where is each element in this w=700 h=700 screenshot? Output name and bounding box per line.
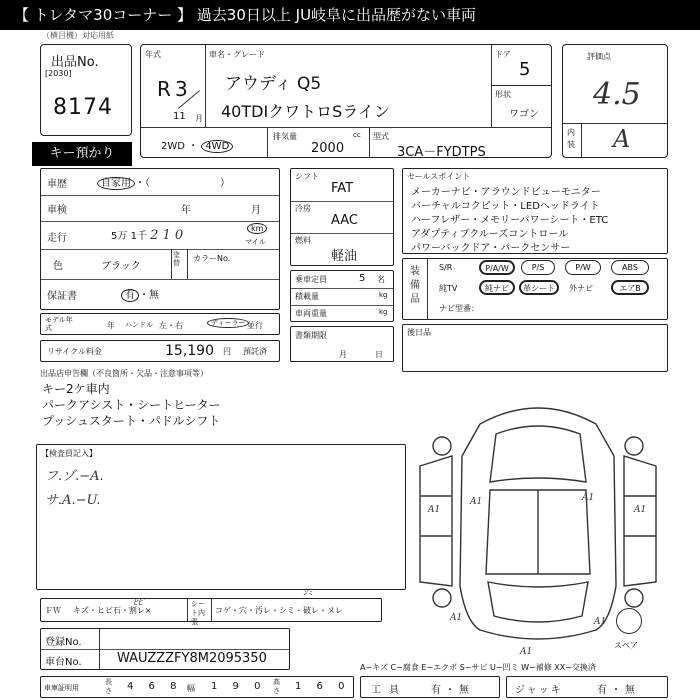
fuel-value: 軽油 [331, 249, 358, 264]
capacity-box [290, 270, 394, 322]
spare-tire-icon [616, 608, 642, 634]
drive-options: 2WD ・ 4WD [161, 137, 233, 152]
rear-right-wheel [625, 589, 643, 607]
recycle-row [40, 340, 280, 362]
history-label: 車歴 [47, 179, 67, 190]
drive-2wd: 2WD [161, 141, 185, 152]
seat-label: シート内張 [191, 600, 205, 626]
mileage-label: 走行 [47, 233, 67, 244]
equip-navi: 純ナビ [479, 280, 515, 295]
handle-label: ハンドル [125, 321, 153, 329]
chassis-value: WAUZZZFY8M2095350 [117, 651, 267, 666]
rear-left-wheel [433, 589, 451, 607]
vehicle-info-box [140, 44, 552, 158]
jack-label: ジャッキ [515, 685, 563, 696]
inspector-hand-1: フ.ゾ.−A. [45, 469, 104, 484]
warranty-yes: 有 [121, 289, 139, 302]
year-label: 年式 [145, 50, 161, 59]
jack-box [506, 676, 668, 698]
color-label: 色 [53, 261, 63, 272]
inspector-label: 【検査員記入】 [41, 449, 97, 458]
doc-deadline-box [290, 326, 394, 362]
tools-label: 工具 [371, 685, 407, 696]
model-year-label: モデル年式 [45, 316, 73, 332]
equip-paw: P/A/W [479, 260, 515, 275]
equipment-label: 装備品 [410, 266, 420, 305]
name-line1: アウディ Q5 [225, 74, 322, 94]
inspection-label: 車検 [47, 205, 67, 216]
weight-label: 車両重量 [295, 309, 327, 318]
doors-label: ドア [495, 50, 511, 59]
weight-unit: kg [379, 308, 388, 316]
import: 並行 [247, 321, 263, 330]
history-private: 自家用 [97, 177, 135, 190]
sales-point-1: メーカーナビ・アラウンドビューモニター [411, 187, 601, 198]
dims-label: 車庫証明用 [44, 684, 79, 692]
lot-number: 8174 [53, 95, 113, 120]
name-label: 車名・グレード [209, 50, 265, 59]
lot-box [40, 44, 132, 136]
load-unit: kg [379, 291, 388, 299]
mileage-mile: マイル [245, 238, 266, 246]
score-label: 評価点 [587, 52, 611, 61]
lot-code: [2030] [45, 69, 72, 78]
fw-hand-2: ｼﾐ [303, 588, 313, 598]
fw-hand-1: ﾋﾋﾞ [133, 598, 147, 608]
inspector-hand-2: サ.A.−U. [45, 493, 101, 508]
inspection-year-unit: 年 [181, 205, 191, 216]
dealer-circled: ディーラー [207, 318, 249, 328]
warranty-no: ・無 [139, 290, 159, 301]
front-right-wheel [625, 437, 643, 455]
capacity-label: 乗車定員 [295, 275, 327, 284]
name-line2: 40TDIクワトロSライン [221, 102, 390, 121]
damage-mark: A1 [428, 505, 441, 515]
displacement-unit: cc [353, 131, 361, 139]
equip-abs: ABS [611, 260, 649, 275]
tools-value: 有・無 [431, 685, 473, 696]
color-value: ブラック [101, 261, 141, 272]
dims-h-label: 高さ [273, 678, 280, 695]
car-hood [490, 426, 586, 482]
displacement-value: 2000 [311, 141, 345, 156]
model-year-row [40, 313, 280, 335]
sales-point-2: バーチャルコクピット・LEDヘッドライト [411, 201, 600, 212]
handle-value: 左・右 [159, 321, 183, 330]
sales-points-box [402, 168, 668, 254]
colorno-label: カラーNo. [193, 254, 231, 263]
damage-legend: A−キズ C−腐食 E−エクボ S−サビ U−凹ミ W−補修 XX−交換済 [360, 663, 596, 672]
after-sale-label: 後日品 [407, 328, 431, 337]
fw-row [40, 588, 382, 626]
sales-points-label: セールスポイント [407, 172, 471, 181]
dealer [207, 318, 249, 328]
shape-value: ワゴン [509, 109, 539, 120]
mileage-rest: 2 1 0 [150, 228, 184, 243]
after-sale-box [402, 324, 668, 372]
spec-column [290, 168, 394, 266]
inspection-month-unit: 月 [251, 205, 261, 216]
mileage-value [111, 227, 183, 243]
dimensions-box [40, 676, 354, 698]
damage-mark: A1 [582, 493, 595, 503]
dims-h-value: 1 6 0 [295, 681, 351, 692]
mileage-sen-unit: 千 [136, 231, 147, 242]
history-table [40, 168, 280, 310]
damage-mark: A1 [470, 497, 483, 507]
capacity-value: 5 [359, 273, 366, 284]
mileage-man: 5 [111, 231, 118, 242]
equip-airbag: エアB [611, 280, 649, 295]
equipment-box [402, 258, 668, 320]
paint-label: 塗替 [173, 251, 180, 267]
warranty-value [121, 286, 159, 301]
right-side-panel [624, 456, 656, 586]
spare-label: スペア [614, 641, 638, 650]
capacity-unit: 名 [377, 275, 385, 284]
left-side-panel [420, 456, 452, 586]
seat-text: コゲ・穴・汚レ・シミ・破レ・ヌレ [215, 606, 343, 615]
history-rest: ・（ ） [135, 178, 230, 189]
equip-tv: 純TV [439, 284, 458, 293]
equip-leather: 革シート [519, 280, 559, 295]
notes-line-3: プッシュスタート・パドルシフト [42, 414, 221, 428]
lot-label: 出品No. [51, 55, 99, 70]
reg-no-label: 登録No. [45, 637, 82, 648]
model-code-label: 型式 [373, 132, 389, 141]
load-label: 積載量 [295, 292, 319, 301]
notes-section [40, 366, 400, 438]
sales-point-5: パワーバックドア・パークセンサー [411, 243, 571, 254]
warranty-label: 保証書 [47, 291, 77, 302]
score-box [562, 44, 668, 158]
damage-mark: A1 [520, 647, 533, 657]
dims-l-value: 4 6 8 [127, 681, 183, 692]
shape-label: 形状 [495, 90, 511, 99]
equip-ps: P/S [521, 260, 555, 275]
aircon-value: AAC [331, 213, 358, 228]
doc-deadline-label: 書類期限 [295, 331, 327, 340]
damage-mark: A1 [594, 617, 607, 627]
score-value: 4.5 [593, 77, 641, 112]
key-tag: キー預かり [32, 142, 132, 166]
shift-label: シフト [295, 172, 319, 181]
doc-day-unit: 日 [375, 350, 383, 359]
year-month: 11 [173, 111, 186, 122]
tools-box [360, 676, 500, 698]
recycle-label: リサイクル料金 [47, 347, 102, 356]
banner: 【 トレタマ30コーナー 】 過去30日以上 JU岐阜に出品歴がない車両 [0, 0, 700, 30]
notes-line-1: キー2ケ車内 [42, 382, 110, 396]
navi-model-label: ナビ型番： [439, 304, 479, 313]
model-code-value: 3CA－FYDTPS [397, 145, 486, 160]
equip-sr: S/R [439, 263, 453, 272]
equip-pw: P/W [565, 260, 601, 275]
sales-point-4: アダプティブクルーズコントロール [411, 229, 569, 240]
registration-box [40, 628, 290, 670]
mileage-sen: 1 [130, 231, 137, 242]
year-value: 3 [175, 77, 188, 101]
fuel-label: 燃料 [295, 236, 311, 245]
notes-label: 出品店申告欄（不良箇所・欠品・注意事項等） [40, 369, 208, 378]
car-rear [488, 582, 588, 622]
fw-label: ＦＷ [45, 606, 61, 615]
equip-ext-navi: 外ナビ [569, 284, 593, 293]
sales-point-3: ハーフレザー・メモリーパワーシート・ETC [411, 215, 609, 226]
mileage-km-unit: km [247, 223, 267, 234]
model-year-unit: 年 [107, 321, 115, 330]
aircon-label: 冷房 [295, 204, 311, 213]
history-value [97, 174, 230, 189]
year-era: R [157, 77, 171, 101]
drive-4wd: 4WD [201, 140, 233, 153]
recycle-unit: 円 [223, 347, 231, 356]
year-month-unit: 月 [195, 114, 203, 123]
recycle-value: 15,190 [165, 343, 214, 359]
jack-value: 有・無 [597, 685, 639, 696]
inspector-box [36, 444, 406, 590]
doors-value: 5 [519, 59, 531, 80]
dims-w-label: 幅 [187, 684, 195, 693]
displacement-label: 排気量 [273, 132, 297, 141]
notes-line-2: パークアシスト・シートヒーター [42, 398, 221, 412]
mileage-km [247, 224, 267, 233]
interior-value: A [613, 125, 631, 153]
shift-value: FAT [331, 181, 354, 196]
dims-w-value: 1 9 0 [211, 681, 267, 692]
damage-mark: A1 [634, 505, 647, 515]
recycle-note: 預託済 [243, 347, 267, 356]
chassis-label: 車台No. [45, 657, 82, 668]
doc-month-unit: 月 [339, 350, 347, 359]
subheader: （横目機）対応用紙 [42, 31, 114, 40]
fw-text: キズ・ヒビ石・割レ× [73, 606, 152, 615]
mileage-man-unit: 万 [117, 231, 128, 242]
dims-l-label: 長さ [105, 678, 112, 695]
interior-label: 内装 [567, 128, 575, 149]
damage-mark: A1 [450, 613, 463, 623]
front-left-wheel [433, 437, 451, 455]
